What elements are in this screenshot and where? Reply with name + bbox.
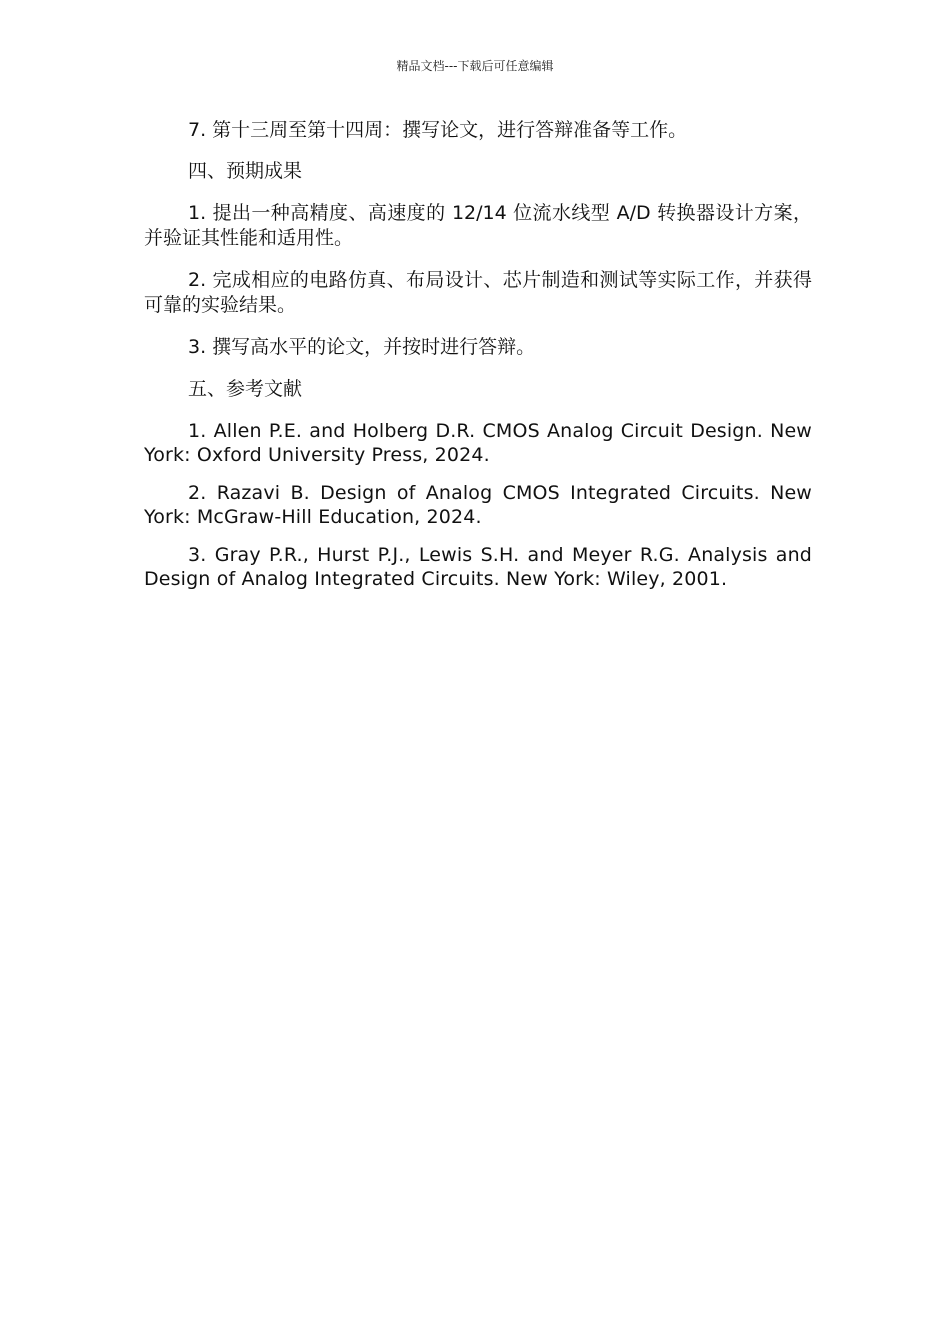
expected-result-3: 3. 撰写高水平的论文，并按时进行答辩。 bbox=[188, 336, 536, 358]
reference-3: 3. Gray P.R., Hurst P.J., Lewis S.H. and Meyer R.G. Analysis and Design of Analog Integrated Circuits. New York: Wiley, 2001. bbox=[144, 544, 812, 590]
reference-1: 1. Allen P.E. and Holberg D.R. CMOS Analog Circuit Design. New York: Oxford University Press, 2024. bbox=[144, 420, 812, 466]
section-heading-references: 五、参考文献 bbox=[188, 378, 303, 400]
section-heading-expected-results: 四、预期成果 bbox=[188, 160, 303, 182]
expected-result-1: 1. 提出一种高精度、高速度的 12/14 位流水线型 A/D 转换器设计方案，并验证其性能和适用性。 bbox=[144, 202, 812, 249]
expected-result-2: 2. 完成相应的电路仿真、布局设计、芯片制造和测试等实际工作，并获得可靠的实验结果。 bbox=[144, 269, 812, 316]
page-header: 精品文档---下载后可任意编辑 bbox=[396, 59, 554, 73]
schedule-item-7: 7. 第十三周至第十四周：撰写论文，进行答辩准备等工作。 bbox=[188, 119, 688, 141]
document-body bbox=[144, 118, 812, 591]
reference-2: 2. Razavi B. Design of Analog CMOS Integrated Circuits. New York: McGraw-Hill Education, 2024. bbox=[144, 482, 812, 528]
